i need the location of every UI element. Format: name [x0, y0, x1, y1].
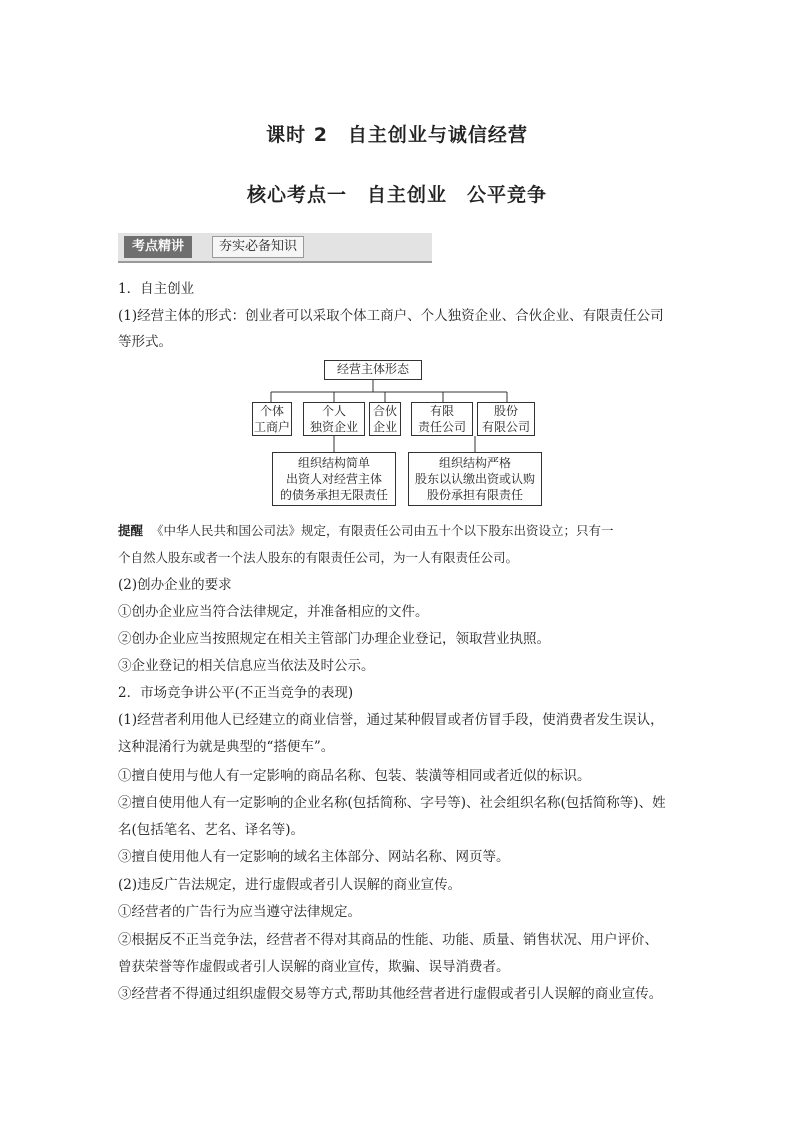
paragraph-line: ①创办企业应当符合法律规定，并准备相应的文件。 — [118, 604, 429, 620]
note-line: 个自然人股东或者一个法人股东的有限责任公司，为一人有限责任公司。 — [118, 550, 519, 565]
paragraph-line: ②创办企业应当按照规定在相关主管部门办理企业登记，领取营业执照。 — [118, 631, 550, 647]
form-node-joint-stock: 股份 有限公司 — [477, 402, 535, 436]
paragraph-line: 曾获荣誉等作虚假或者引人误解的商业宣传，欺骗、误导消费者。 — [118, 959, 510, 975]
unlimited-liability-desc: 组织结构简单 出资人对经营主体 的债务承担无限责任 — [272, 452, 396, 506]
paragraph-line: ②擅自使用他人有一定影响的企业名称(包括简称、字号等)、社会组织名称(包括简称等)、姓 — [118, 795, 666, 811]
subheading: (2)创办企业的要求 — [118, 577, 232, 593]
limited-liability-desc: 组织结构严格 股东以认缴出资或认购 股份承担有限责任 — [408, 452, 542, 506]
heading-fair-competition: 2．市场竞争讲公平(不正当竞争的表现) — [118, 685, 354, 701]
paragraph-line: ①经营者的广告行为应当遵守法律规定。 — [118, 904, 361, 920]
form-node-individual-business: 个体 工商户 — [253, 404, 290, 434]
section-banner — [118, 233, 432, 263]
paragraph-line: ③企业登记的相关信息应当依法及时公示。 — [118, 658, 375, 674]
paragraph-line: 名(包括笔名、艺名、译名等)。 — [118, 822, 305, 838]
lesson-title: 课时 2 自主创业与诚信经营 — [266, 124, 528, 146]
paragraph-line: (2)违反广告法规定，进行虚假或者引人误解的商业宣传。 — [118, 877, 462, 893]
heading-self-employment: 1．自主创业 — [118, 281, 195, 297]
paragraph-line: 等形式。 — [118, 334, 172, 350]
note-line — [118, 522, 678, 540]
banner-tag: 考点精讲 — [124, 236, 192, 258]
form-node-llc: 有限 责任公司 — [411, 402, 473, 436]
form-node-partnership: 合伙 企业 — [369, 402, 401, 436]
paragraph-line: (1)经营主体的形式：创业者可以采取个体工商户、个人独资企业、合伙企业、有限责任公司 — [118, 308, 664, 324]
banner-subtitle: 夯实必备知识 — [212, 236, 304, 258]
paragraph-line: ①擅自使用与他人有一定影响的商品名称、包装、装潢等相同或者近似的标识。 — [118, 768, 591, 784]
form-node-sole-proprietorship: 个人 独资企业 — [303, 402, 365, 436]
paragraph-line: ③擅自使用他人有一定影响的域名主体部分、网站名称、网页等。 — [118, 849, 510, 865]
core-topic-title: 核心考点一 自主创业 公平竞争 — [246, 184, 547, 206]
root-node: 经营主体形态 — [324, 360, 422, 380]
note-text: 《中华人民共和国公司法》规定，有限责任公司由五十个以下股东出资设立；只有一 — [151, 523, 614, 538]
note-label: 提醒 — [118, 523, 144, 538]
paragraph-line: ③经营者不得通过组织虚假交易等方式,帮助其他经营者进行虚假或者引人误解的商业宣传。 — [118, 986, 663, 1002]
paragraph-line: (1)经营者利用他人已经建立的商业信誉，通过某种假冒或者仿冒手段，使消费者发生误认， — [118, 712, 664, 728]
business-forms-diagram — [248, 358, 548, 510]
paragraph-line: ②根据反不正当竞争法，经营者不得对其商品的性能、功能、质量、销售状况、用户评价、 — [118, 932, 658, 948]
paragraph-line: 这种混淆行为就是典型的“搭便车”。 — [118, 739, 335, 755]
